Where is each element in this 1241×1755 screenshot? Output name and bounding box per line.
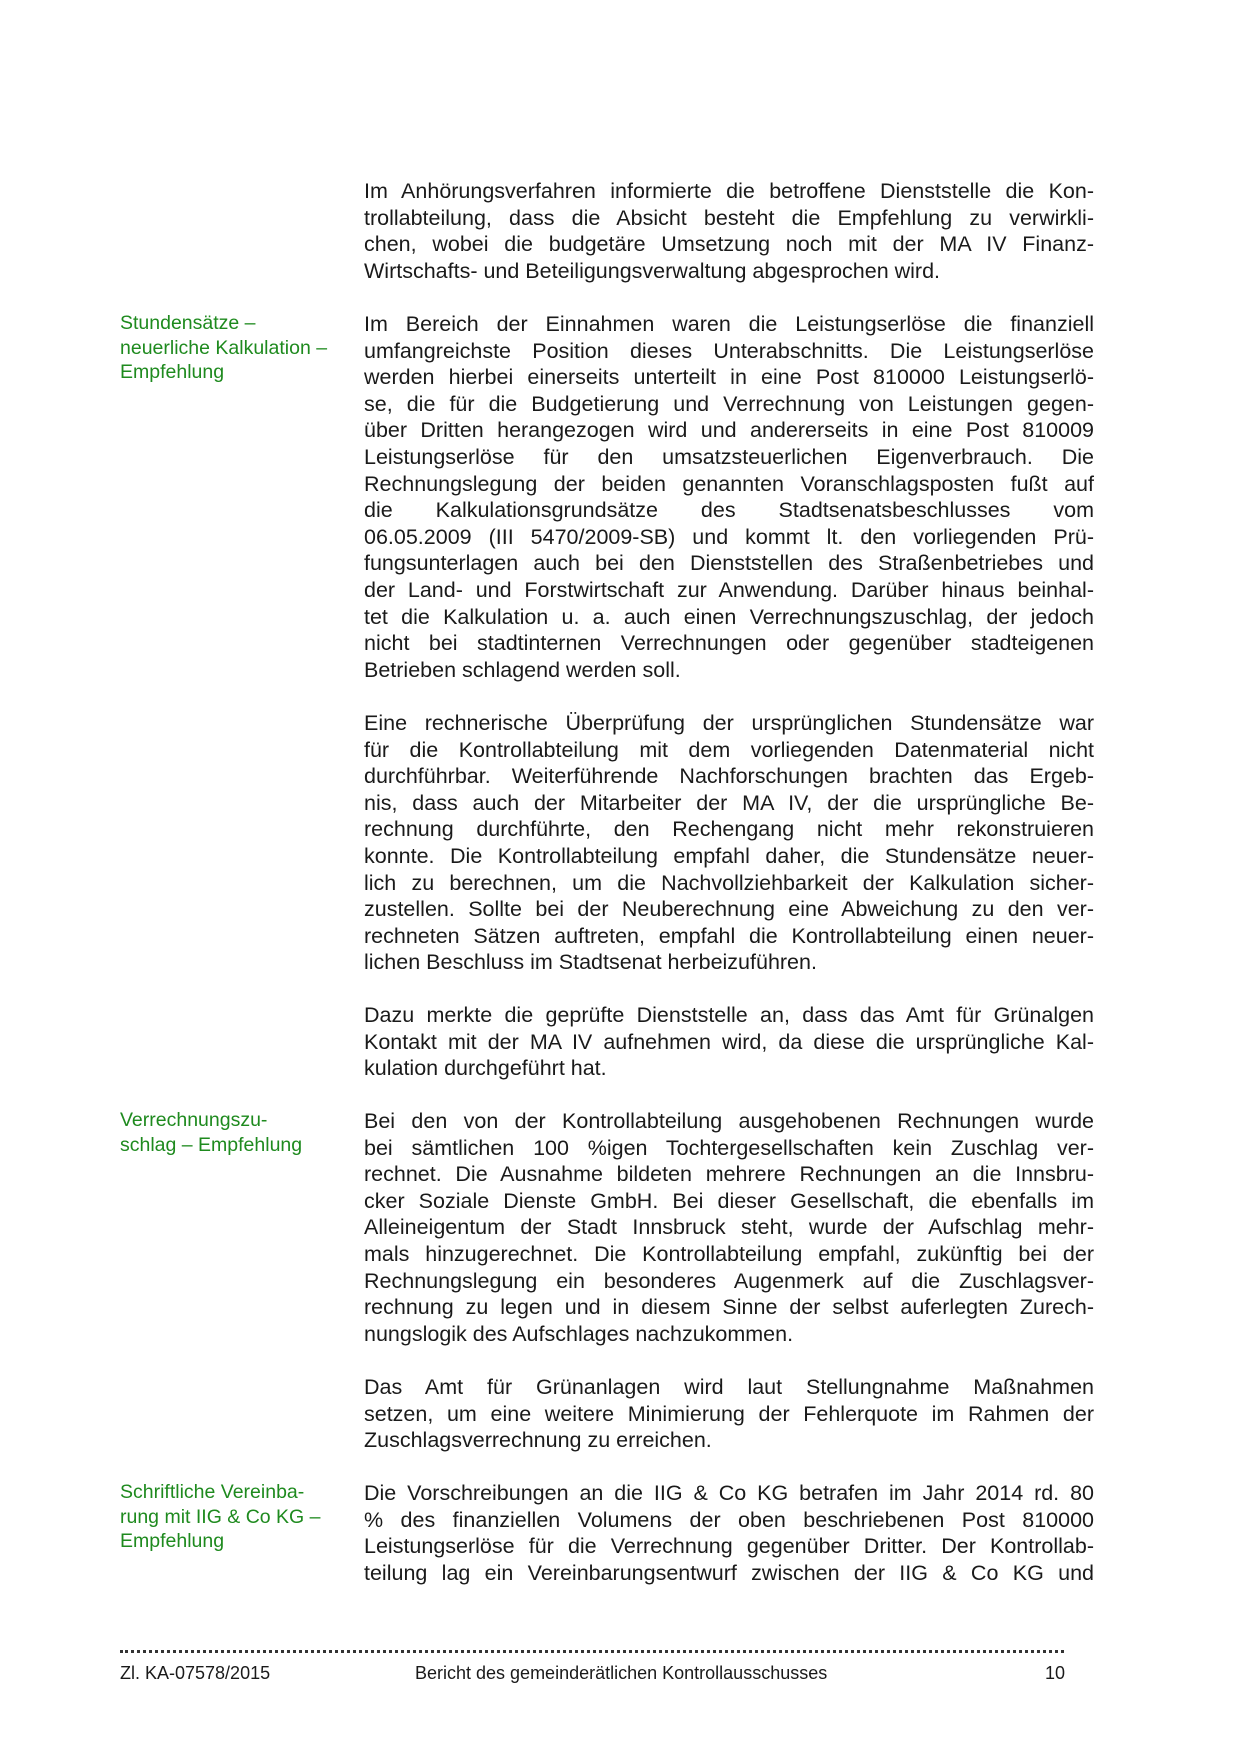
text-line: chen, wobei die budgetäre Umsetzung noch mit der MA IV Finanz- [364,232,1094,257]
footer-divider [120,1650,1064,1653]
margin-note-line: Schriftliche Vereinba- [120,1481,305,1503]
text-line: umfangreichste Position dieses Unterabschnitts. Die Leistungserlöse [364,338,1094,363]
text-line: nis, dass auch der Mitarbeiter der MA IV, der die ursprüngliche Be- [364,790,1094,815]
footer-title: Bericht des gemeinderätlichen Kontrollausschusses [415,1663,828,1683]
text-line: trollabteilung, dass die Absicht besteht die Empfehlung zu verwirkli- [364,205,1094,230]
text-line: rechnung zu legen und in diesem Sinne der selbst auferlegten Zurech- [364,1295,1094,1320]
text-line: Bei den von der Kontrollabteilung ausgehobenen Rechnungen wurde [364,1109,1094,1133]
text-line: 06.05.2009 (III 5470/2009-SB) und kommt lt. den vorliegenden Prü- [364,524,1094,549]
text-line: Im Anhörungsverfahren informierte die betroffene Dienststelle die Kon- [364,179,1094,203]
margin-note-stundensaetze [120,311,360,385]
text-line: Rechnungslegung der beiden genannten Voranschlagsposten fußt auf [364,471,1094,496]
margin-note-iig [120,1480,360,1554]
text-line: mals hinzugerechnet. Die Kontrollabteilung empfahl, zukünftig bei der [364,1241,1094,1266]
text-line: Wirtschafts- und Beteiligungsverwaltung abgesprochen wird. [364,258,941,283]
text-line: Rechnungslegung ein besonderes Augenmerk auf die Zuschlagsver- [364,1268,1094,1293]
paragraph-text [364,1108,1094,1347]
text-line: lichen Beschluss im Stadtsenat herbeizuführen. [364,950,817,975]
text-line: zustellen. Sollte bei der Neuberechnung eine Abweichung zu den ver- [364,897,1094,922]
text-line: teilung lag ein Vereinbarungsentwurf zwischen der IIG & Co KG und [364,1560,1094,1585]
margin-note-line: Verrechnungszu- [120,1109,268,1131]
text-line: werden hierbei einerseits unterteilt in eine Post 810000 Leistungserlö- [364,365,1094,390]
text-line: Kontakt mit der MA IV aufnehmen wird, da diese die ursprüngliche Kal- [364,1029,1094,1054]
text-line: % des finanziellen Volumens der oben beschriebenen Post 810000 [364,1507,1094,1532]
text-line: tet die Kalkulation u. a. auch einen Verrechnungszuschlag, der jedoch [364,604,1094,629]
text-line: durchführbar. Weiterführende Nachforschungen brachten das Ergeb- [364,764,1094,789]
paragraph-text [364,1480,1094,1586]
paragraph-text [364,311,1094,683]
paragraph-text [364,1374,1094,1454]
text-line: der Land- und Forstwirtschaft zur Anwendung. Darüber hinaus beinhal- [364,577,1094,602]
text-line: Dazu merkte die geprüfte Dienststelle an, dass das Amt für Grünalgen [364,1003,1094,1027]
text-line: über Dritten herangezogen wird und andererseits in eine Post 810009 [364,418,1094,443]
text-line: bei sämtlichen 100 %igen Tochtergesellschaften kein Zuschlag ver- [364,1135,1094,1160]
paragraph-text [364,178,1094,284]
paragraph-text [364,710,1094,976]
text-line: rechnung durchführte, den Rechengang nicht mehr rekonstruieren [364,817,1094,842]
footer-reference: Zl. KA-07578/2015 [120,1663,271,1683]
text-line: Das Amt für Grünanlagen wird laut Stellungnahme Maßnahmen [364,1375,1094,1399]
text-line: rechnet. Die Ausnahme bildeten mehrere Rechnungen an die Innsbru- [364,1162,1094,1187]
text-line: Die Vorschreibungen an die IIG & Co KG betrafen im Jahr 2014 rd. 80 [364,1481,1094,1505]
text-line: rechneten Sätzen auftreten, empfahl die Kontrollabteilung einen neuer- [364,923,1094,948]
text-line: nungslogik des Aufschlages nachzukommen. [364,1321,794,1346]
margin-note-line: schlag – Empfehlung [120,1133,303,1156]
text-line: Leistungserlöse für den umsatzsteuerlichen Eigenverbrauch. Die [364,444,1094,469]
margin-note-line: Empfehlung [120,1530,225,1552]
paragraph-text [364,1002,1094,1082]
text-line: Alleineigentum der Stadt Innsbruck steht, wurde der Aufschlag mehr- [364,1215,1094,1240]
text-line: kulation durchgeführt hat. [364,1056,607,1081]
text-line: setzen, um eine weitere Minimierung der Fehlerquote im Rahmen der [364,1401,1094,1426]
text-line: für die Kontrollabteilung mit dem vorliegenden Datenmaterial nicht [364,737,1094,762]
text-line: nicht bei stadtinternen Verrechnungen oder gegenüber stadteigenen [364,631,1094,656]
text-line: konnte. Die Kontrollabteilung empfahl daher, die Stundensätze neuer- [364,843,1094,868]
margin-note-verrechnungszuschlag [120,1108,360,1157]
text-line: fungsunterlagen auch bei den Dienststellen des Straßenbetriebes und [364,551,1094,576]
text-line: Zuschlagsverrechnung zu erreichen. [364,1428,712,1453]
text-line: Betrieben schlagend werden soll. [364,657,681,682]
text-line: Leistungserlöse für die Verrechnung gegenüber Dritter. Der Kontrollab- [364,1534,1094,1559]
footer-page-number: 10 [1045,1663,1066,1683]
text-line: die Kalkulationsgrundsätze des Stadtsenatsbeschlusses vom [364,498,1094,523]
text-line: se, die für die Budgetierung und Verrechnung von Leistungen gegen- [364,391,1094,416]
margin-note-line: Empfehlung [120,361,225,383]
text-line: lich zu berechnen, um die Nachvollziehbarkeit der Kalkulation sicher- [364,870,1094,895]
margin-note-line: neuerliche Kalkulation – [120,336,328,359]
margin-note-line: Stundensätze – [120,312,256,334]
margin-note-line: rung mit IIG & Co KG – [120,1505,321,1528]
text-line: Im Bereich der Einnahmen waren die Leistungserlöse die finanziell [364,312,1094,336]
text-line: Eine rechnerische Überprüfung der ursprünglichen Stundensätze war [364,711,1094,735]
text-line: cker Soziale Dienste GmbH. Bei dieser Gesellschaft, die ebenfalls im [364,1188,1094,1213]
